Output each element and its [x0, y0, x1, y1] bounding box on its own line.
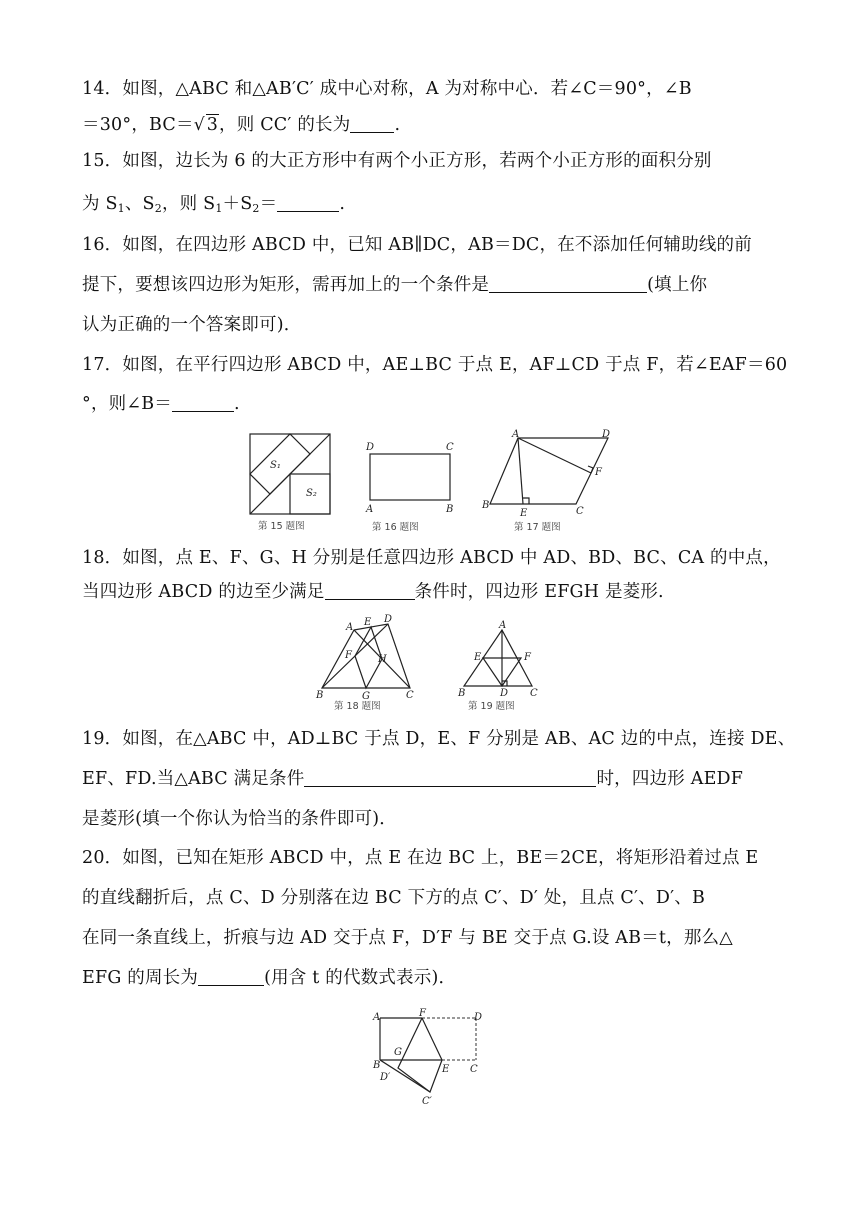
label-a: A: [373, 1012, 381, 1023]
q14-text-2c: .: [394, 115, 401, 135]
label-e: E: [364, 617, 372, 628]
q17-text-1: 17．如图，在平行四边形 ABCD 中，AE⊥BC 于点 E，AF⊥CD 于点 F，若∠EAF＝60: [82, 355, 788, 375]
label-c-prime: C′: [422, 1096, 432, 1107]
q14-line-2: [82, 114, 400, 136]
label-d-prime: D′: [380, 1072, 391, 1083]
q19-text-2b: 时，四边形 AEDF: [596, 769, 744, 789]
label-c: C: [446, 442, 454, 453]
label-d: D: [384, 614, 393, 625]
answer-blank-15[interactable]: [277, 193, 339, 212]
q15-text-1: 15．如图，边长为 6 的大正方形中有两个小正方形，若两个小正方形的面积分别: [82, 151, 712, 171]
label-e: E: [520, 508, 528, 519]
q19-text-3: 是菱形(填一个你认为恰当的条件即可)．: [82, 809, 397, 829]
q15-sub-1: 1: [117, 202, 125, 215]
answer-blank-14[interactable]: [350, 114, 394, 133]
answer-blank-18[interactable]: [325, 581, 415, 600]
parallelogram-abcd: [490, 438, 608, 504]
q14-text-2b: ，则 CC′ 的长为: [219, 115, 351, 135]
caption-19: 第 19 题图: [468, 701, 515, 712]
label-b: B: [373, 1060, 381, 1071]
q17-text-2b: .: [233, 394, 240, 414]
answer-blank-17[interactable]: [172, 393, 234, 412]
q20-text-2: 的直线翻折后，点 C、D 分别落在边 BC 下方的点 C′、D′ 处，且点 C′、D′、B: [82, 888, 706, 908]
label-a: A: [512, 429, 520, 440]
label-e: E: [474, 652, 482, 663]
figure-16: [362, 440, 462, 534]
caption-15: 第 15 题图: [258, 521, 305, 532]
label-f: F: [595, 467, 602, 478]
segment-ae: [518, 438, 523, 504]
label-c: C: [530, 688, 538, 699]
q16-line-2: [82, 274, 707, 296]
q15-text-2b: 、S: [124, 194, 155, 214]
label-g: G: [362, 691, 370, 702]
q18-text-2a: 当四边形 ABCD 的边至少满足: [82, 582, 325, 602]
figure-19: [456, 620, 546, 712]
label-d: D: [602, 429, 611, 440]
answer-blank-19[interactable]: [304, 768, 596, 787]
label-d: D: [474, 1012, 483, 1023]
q20-line-1: [82, 847, 758, 869]
right-angle-e: [523, 498, 529, 504]
q20-text-4a: EFG 的周长为: [82, 968, 199, 988]
caption-16: 第 16 题图: [372, 522, 419, 533]
q15-text-2c: ，则 S: [161, 194, 216, 214]
figure-17: [480, 430, 612, 534]
quadrilateral-abcd: [322, 624, 410, 688]
q17-line-1: [82, 354, 787, 376]
q17-text-2a: °，则∠B＝: [82, 394, 172, 414]
q18-line-2: [82, 581, 664, 603]
sqrt-expression: √ 3: [193, 115, 219, 135]
label-h: H: [378, 654, 387, 665]
figure-20: [370, 1010, 490, 1112]
q20-line-4: [82, 967, 456, 989]
label-s2: S₂: [306, 488, 317, 499]
label-f: F: [524, 652, 531, 663]
q19-text-1: 19．如图，在△ABC 中，AD⊥BC 于点 D，E、F 分别是 AB、AC 边的中点，连接 DE、: [82, 729, 796, 749]
caption-18: 第 18 题图: [334, 701, 381, 712]
q17-line-2: [82, 393, 240, 415]
label-s1: S₁: [270, 460, 281, 471]
figure-18: [312, 616, 418, 712]
q15-text-2a: 为 S: [82, 194, 118, 214]
q16-line-3: [82, 314, 301, 336]
label-b: B: [482, 500, 490, 511]
q19-line-1: [82, 728, 795, 750]
q16-text-3: 认为正确的一个答案即可)．: [82, 315, 302, 335]
q20-text-1: 20．如图，已知在矩形 ABCD 中，点 E 在边 BC 上，BE＝2CE，将矩形沿着过点 E: [82, 848, 759, 868]
label-c: C: [576, 506, 584, 517]
q15-text-2d: ＋S: [222, 194, 253, 214]
q15-line-2: [82, 193, 345, 220]
q14-text-1: 14．如图，△ABC 和△AB′C′ 成中心对称，A 为对称中心．若∠C＝90°，∠B: [82, 79, 692, 99]
label-a: A: [366, 504, 374, 515]
q15-sub-3: 1: [215, 202, 223, 215]
q16-text-2b: (填上你: [647, 275, 708, 295]
q15-text-2f: .: [339, 194, 346, 214]
label-d: D: [500, 688, 509, 699]
q20-line-2: [82, 887, 705, 909]
segment-af: [518, 438, 591, 473]
q16-line-1: [82, 234, 752, 256]
q14-line-1: [82, 78, 692, 100]
label-b: B: [458, 688, 466, 699]
label-f: F: [419, 1008, 426, 1019]
caption-17: 第 17 题图: [514, 522, 561, 533]
label-f: F: [345, 650, 352, 661]
crease-fe: [422, 1018, 442, 1060]
label-g: G: [394, 1047, 402, 1058]
q14-text-2a: ＝30°，BC＝: [82, 115, 194, 135]
q15-sub-2: 2: [154, 202, 162, 215]
label-b: B: [446, 504, 454, 515]
q18-line-1: [82, 547, 781, 569]
q15-text-2e: ＝: [259, 194, 278, 214]
q15-line-1: [82, 150, 712, 172]
sqrt-argument: 3: [206, 115, 219, 135]
label-b: B: [316, 690, 324, 701]
rectangle-abcd: [370, 454, 450, 500]
q20-line-3: [82, 927, 733, 949]
q15-sub-4: 2: [252, 202, 260, 215]
folded-part: [398, 1018, 442, 1092]
q19-line-3: [82, 808, 397, 830]
q19-text-2a: EF、FD.当△ABC 满足条件: [82, 769, 305, 789]
q20-text-3: 在同一条直线上，折痕与边 AD 交于点 F，D′F 与 BE 交于点 G.设 AB＝t，那么△: [82, 928, 733, 948]
label-d: D: [366, 442, 375, 453]
q16-text-1: 16．如图，在四边形 ABCD 中，已知 AB∥DC，AB＝DC，在不添加任何辅助线的前: [82, 235, 752, 255]
q18-text-2b: 条件时，四边形 EFGH 是菱形.: [414, 582, 664, 602]
label-e: E: [442, 1064, 450, 1075]
q16-text-2a: 提下，要想该四边形为矩形，需再加上的一个条件是: [82, 275, 490, 295]
figure-15: [248, 432, 348, 532]
q19-line-2: [82, 768, 743, 790]
label-c: C: [406, 690, 414, 701]
label-c: C: [470, 1064, 478, 1075]
q20-text-4b: (用含 t 的代数式表示)．: [264, 968, 457, 988]
label-a: A: [499, 620, 507, 631]
answer-blank-16[interactable]: [489, 274, 647, 293]
q18-text-1: 18．如图，点 E、F、G、H 分别是任意四边形 ABCD 中 AD、BD、BC、CA 的中点，: [82, 548, 781, 568]
label-a: A: [346, 622, 354, 633]
answer-blank-20[interactable]: [198, 967, 264, 986]
